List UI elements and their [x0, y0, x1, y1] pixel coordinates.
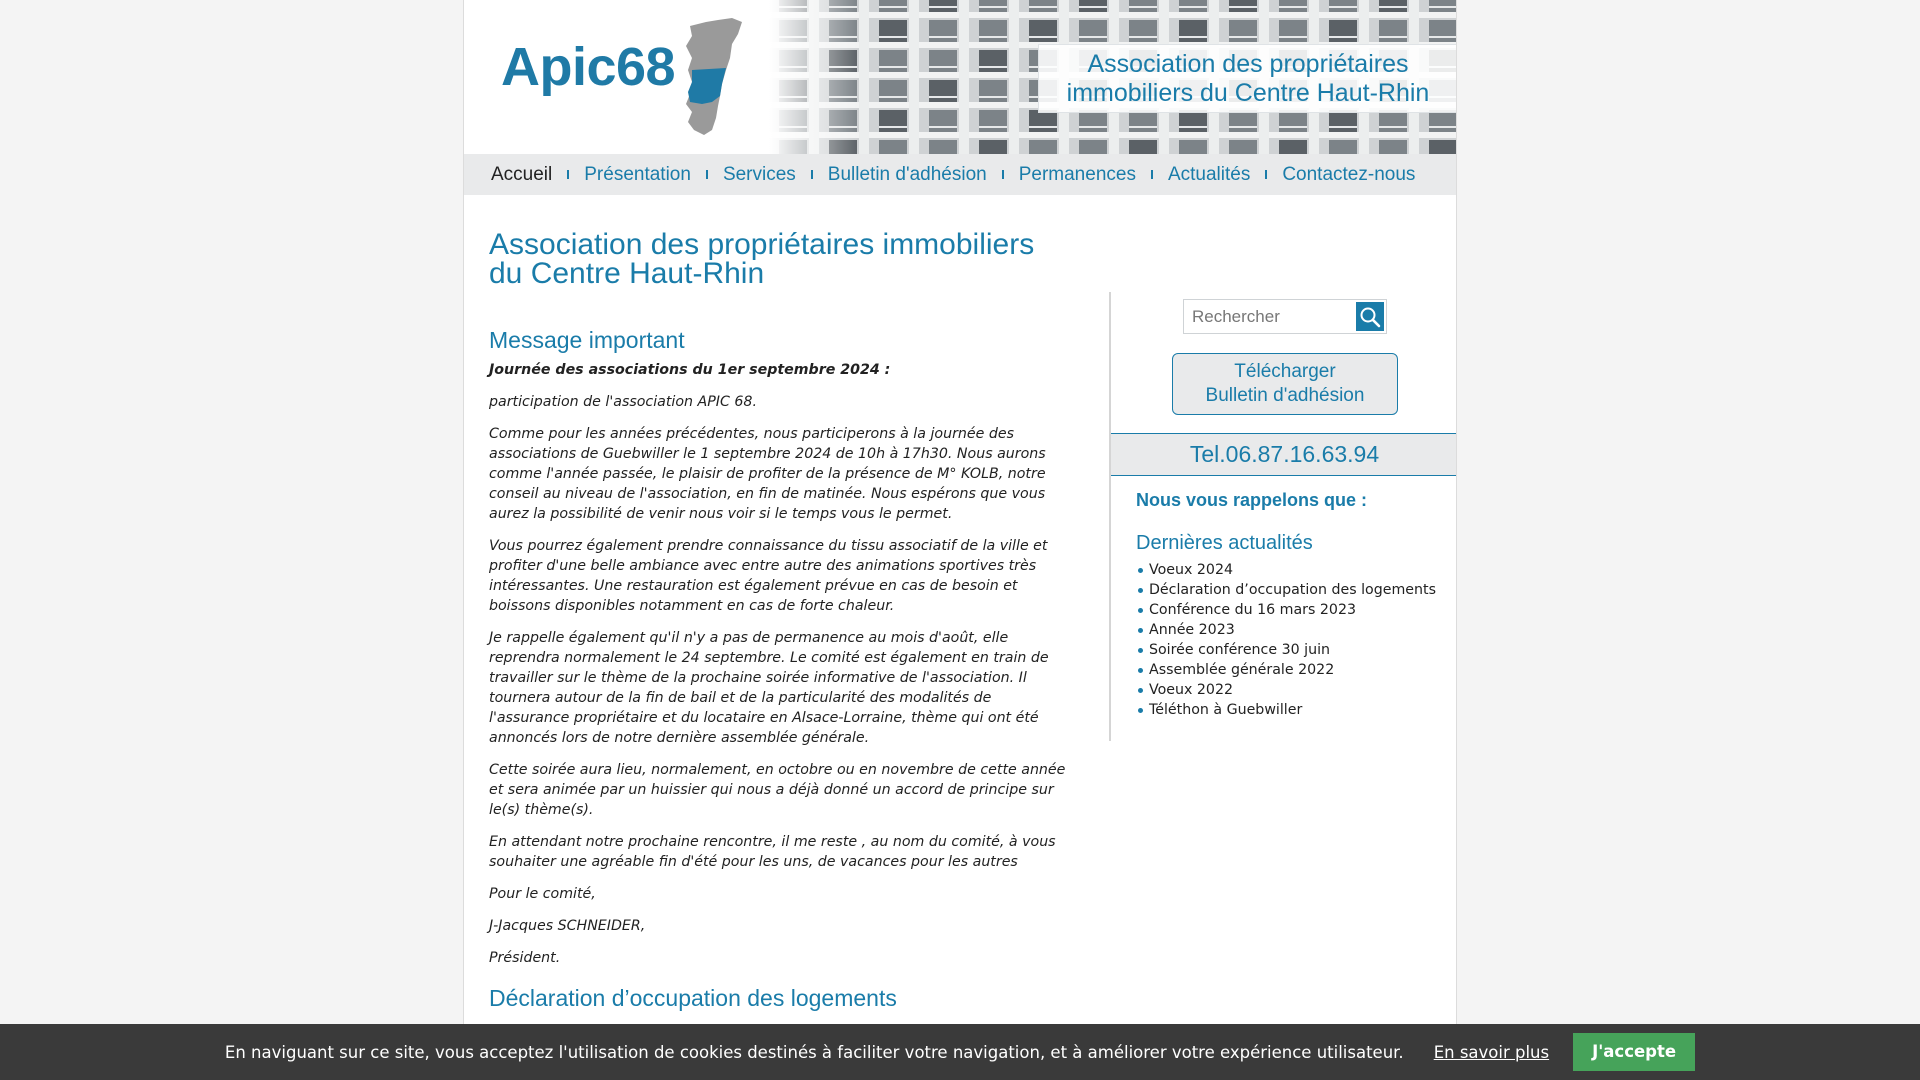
alsace-map-icon	[682, 18, 744, 136]
download-button-line-1: Télécharger	[1234, 361, 1336, 382]
nav-separator	[1151, 170, 1153, 179]
cookie-message: En naviguant sur ce site, vous acceptez l'utilisation de cookies destinés à faciliter votre navigation, et à améliorer votre expérience utilisateur.	[224, 1042, 1404, 1062]
download-bulletin-button[interactable]	[1172, 353, 1398, 415]
article-paragraph: Comme pour les années précédentes, nous participerons à la journée des associations de Guebwiller le 1 septembre 2024 de 10h à 17h30. Nous aurons comme l'année passée, le plaisir de profiter de la présence de M° KOLB, notre conseil au niveau de l'association, en fin de matinée. Nous espérons que vous aurez la possibilité de venir nous voir si le temps vous le permet.	[489, 426, 1046, 522]
cookie-accept-button[interactable]: J'accepte	[1573, 1033, 1695, 1071]
site-header	[464, 0, 1457, 154]
nav-separator	[811, 170, 813, 179]
news-link[interactable]: Voeux 2024	[1149, 562, 1234, 578]
tagline-line-2: immobiliers du Centre Haut-Rhin	[1066, 79, 1430, 107]
nav-item-bulletin[interactable]: Bulletin d'adhésion	[827, 163, 987, 185]
news-item[interactable]	[1136, 680, 1436, 700]
news-link[interactable]: Assemblée générale 2022	[1149, 662, 1335, 678]
page-title-line-2: du Centre Haut-Rhin	[489, 257, 765, 290]
article-paragraph: Je rappelle également qu'il n'y a pas de permanence au mois d'août, elle reprendra normalement le 24 septembre. Le comité est également en train de travailler sur le thème de la prochaine soirée informative de l'association. Il tournera autour de la fin de bail et de la particularité des modalités de l'assurance propriétaire et du locataire en Alsace-Lorraine, thème qui ont été annoncés lors de notre dernière assemblée générale.	[489, 630, 1049, 746]
article-paragraph: Cette soirée aura lieu, normalement, en octobre ou en novembre de cette année et sera animée par un huissier qui nous a déjà donné un accord de principe sur le(s) thème(s).	[489, 762, 1066, 818]
article-paragraph: participation de l'association APIC 68.	[489, 394, 757, 410]
page-title-line-1: Association des propriétaires immobiliers	[489, 228, 1035, 261]
page-container	[463, 0, 1457, 1080]
news-item[interactable]	[1136, 580, 1436, 600]
news-item[interactable]	[1136, 560, 1436, 580]
article-paragraph: J-Jacques SCHNEIDER,	[489, 918, 646, 934]
cookie-more-link[interactable]: En savoir plus	[1433, 1042, 1550, 1062]
section-title-message: Message important	[489, 327, 685, 353]
search-box[interactable]	[1183, 299, 1387, 334]
news-link[interactable]: Voeux 2022	[1149, 682, 1234, 698]
search-input[interactable]: Rechercher	[1192, 306, 1280, 326]
article-paragraph: Vous pourrez également prendre connaissance du tissu associatif de la ville et profiter d'une belle ambiance avec entre autre des animations sportives très intéressantes. Une restauration est également prévue en cas de besoin et boissons disponibles notamment en cas de forte chaleur.	[489, 538, 1048, 614]
news-link[interactable]: Déclaration d’occupation des logements	[1149, 582, 1436, 598]
nav-item-services[interactable]: Services	[722, 163, 796, 185]
nav-separator	[1265, 170, 1267, 179]
news-link[interactable]: Année 2023	[1149, 622, 1235, 638]
nav-item-accueil[interactable]: Accueil	[491, 163, 553, 185]
article-paragraph: Pour le comité,	[489, 886, 596, 902]
news-link[interactable]: Conférence du 16 mars 2023	[1149, 602, 1357, 618]
telephone-number: Tel.06.87.16.63.94	[1111, 433, 1457, 476]
news-item[interactable]	[1136, 700, 1436, 720]
nav-separator	[1002, 170, 1004, 179]
tagline-line-1: Association des propriétaires	[1087, 50, 1409, 78]
article-paragraph: Journée des associations du 1er septembre 2024 :	[489, 362, 891, 378]
news-item[interactable]	[1136, 660, 1436, 680]
search-icon	[1359, 306, 1381, 328]
article-content	[489, 326, 1069, 1012]
sidebar-divider	[1109, 292, 1111, 741]
nav-item-presentation[interactable]: Présentation	[584, 163, 691, 185]
reminder-heading: Nous vous rappelons que :	[1136, 490, 1368, 510]
article-paragraph: En attendant notre prochaine rencontre, il me reste , au nom du comité, à vous souhaiter une agréable fin d'été pour les uns, de vacances pour les autres	[489, 834, 1056, 870]
main-content	[489, 230, 1069, 1012]
nav-item-permanences[interactable]: Permanences	[1018, 163, 1136, 185]
news-item[interactable]	[1136, 640, 1436, 660]
section-title-declaration[interactable]: Déclaration d’occupation des logements	[489, 985, 897, 1011]
page-title	[489, 230, 1069, 288]
latest-news-list	[1136, 560, 1436, 720]
news-link[interactable]: Téléthon à Guebwiller	[1149, 702, 1303, 718]
latest-news-title: Dernières actualités	[1136, 532, 1313, 554]
main-nav	[464, 154, 1457, 195]
nav-separator	[567, 170, 569, 179]
article-paragraph: Président.	[489, 950, 561, 966]
nav-separator	[706, 170, 708, 179]
news-link[interactable]: Soirée conférence 30 juin	[1149, 642, 1331, 658]
news-item[interactable]	[1136, 600, 1436, 620]
nav-item-actualites[interactable]: Actualités	[1167, 163, 1251, 185]
download-button-line-2: Bulletin d'adhésion	[1205, 385, 1365, 406]
search-button[interactable]	[1356, 302, 1384, 331]
header-tagline	[1038, 44, 1457, 113]
cookie-banner	[0, 1024, 1920, 1080]
nav-item-contact[interactable]: Contactez-nous	[1282, 163, 1416, 185]
news-item[interactable]	[1136, 620, 1436, 640]
logo-text[interactable]: Apic68	[501, 37, 676, 97]
